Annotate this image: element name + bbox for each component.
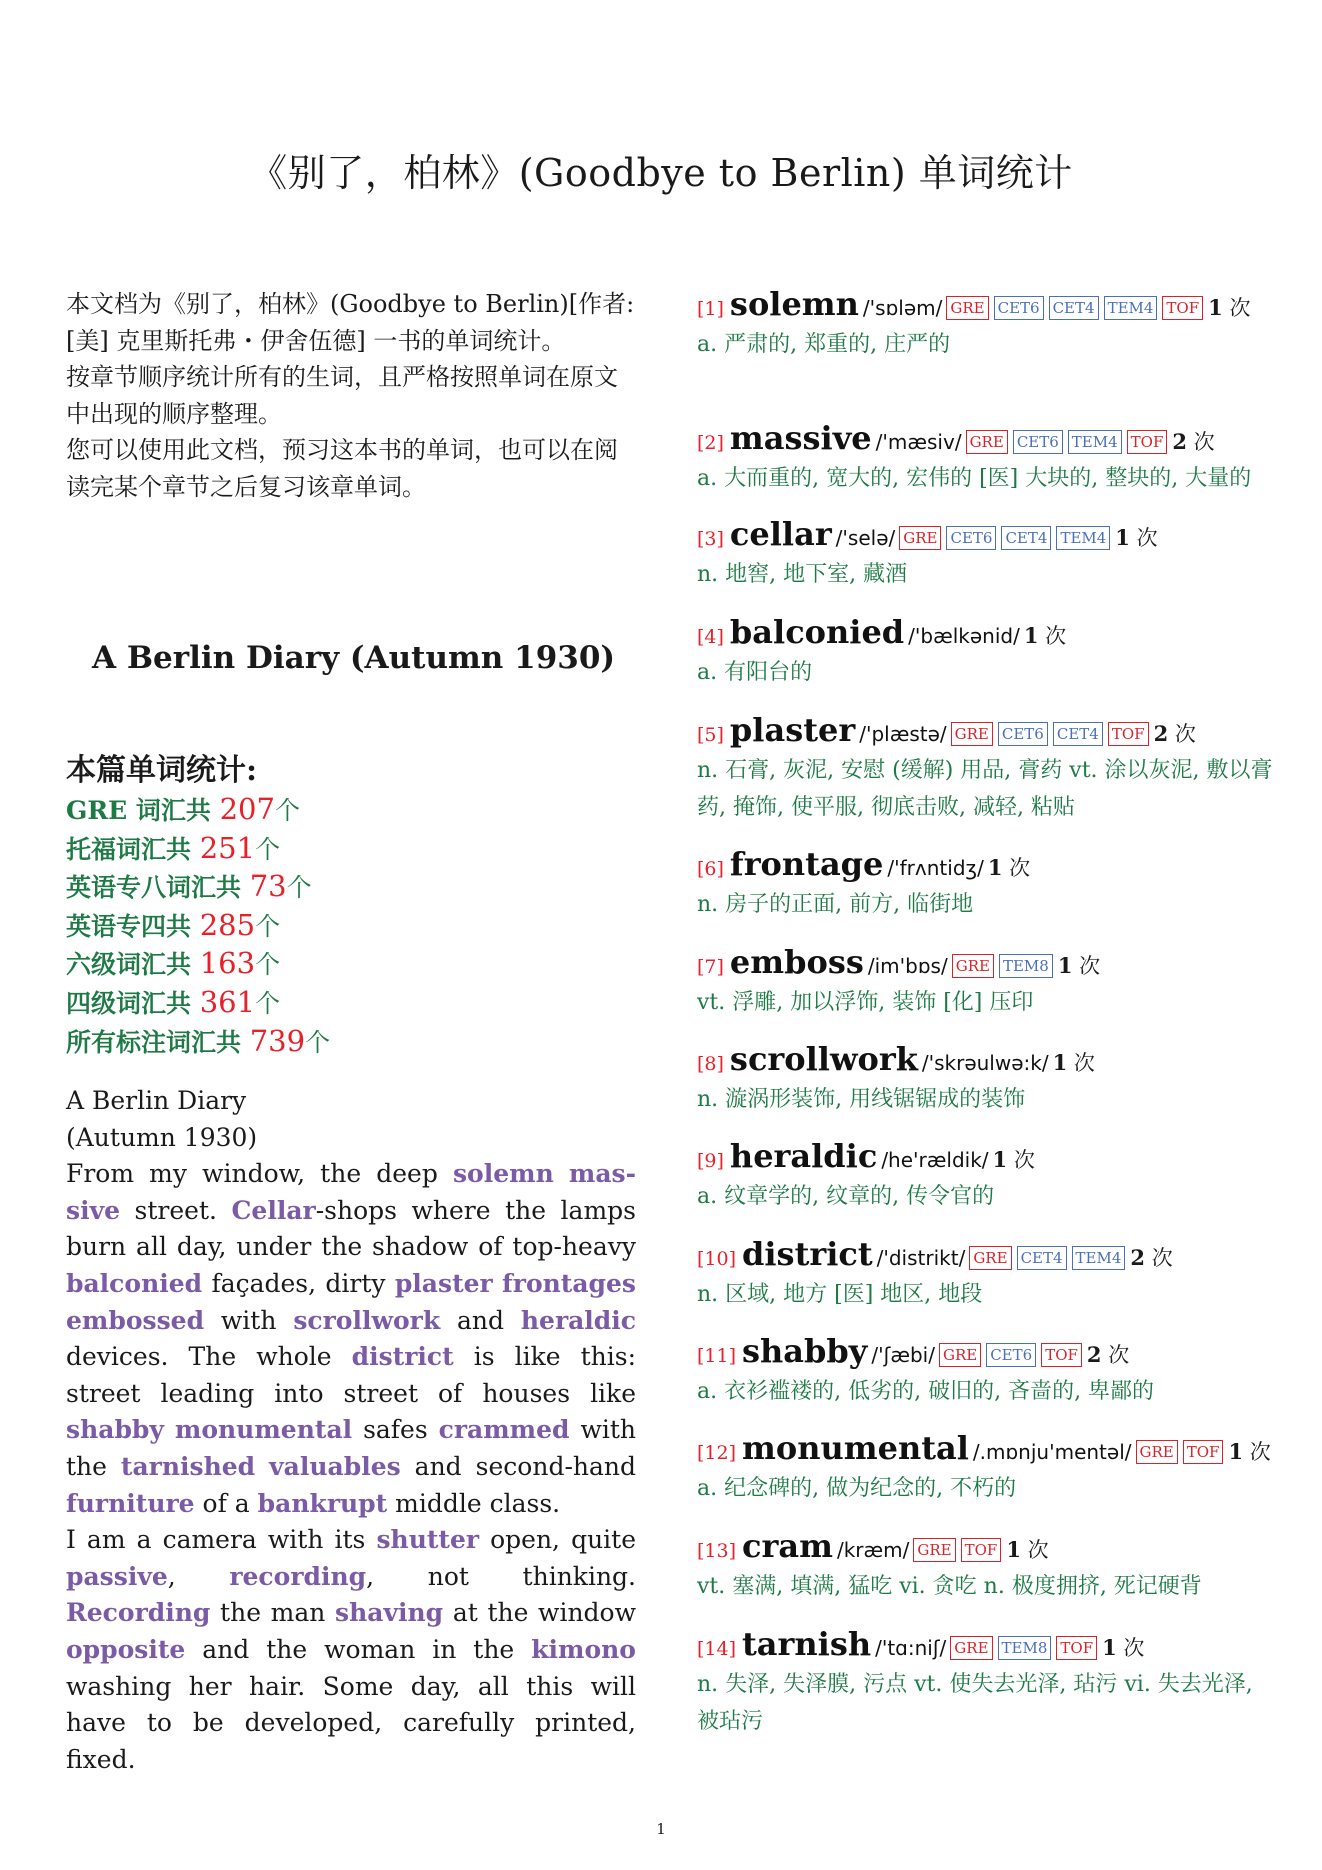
exam-tag: TOF xyxy=(1183,1440,1224,1464)
entry-definition: a. 纹章学的, 纹章的, 传令官的 xyxy=(697,1184,995,1209)
stats-heading: 本篇单词统计: xyxy=(66,753,258,788)
entry-word: massive xyxy=(729,419,872,457)
stat-unit: 个 xyxy=(255,988,281,1018)
intro-paragraph: 您可以使用此文档，预习这本书的单词，也可以在阅读完某个章节之后复习该章单词。 xyxy=(66,436,618,501)
text-run: safes xyxy=(352,1415,439,1445)
stat-unit: 个 xyxy=(255,911,281,941)
stat-unit: 个 xyxy=(255,950,281,980)
count-value: 1 xyxy=(1102,1635,1117,1660)
occurrence-count xyxy=(993,1148,1035,1172)
highlighted-word: shabby xyxy=(66,1415,164,1445)
entry-head xyxy=(697,516,1277,557)
occurrence-count xyxy=(1102,1636,1144,1660)
text-run: and the woman in the xyxy=(185,1634,532,1664)
count-unit: 次 xyxy=(1072,954,1101,978)
count-value: 1 xyxy=(1057,953,1073,978)
stat-row xyxy=(66,907,636,946)
vocab-entry xyxy=(697,420,1277,498)
intro-section xyxy=(66,286,636,505)
text-run: at the window xyxy=(443,1598,636,1628)
entry-index: [10] xyxy=(697,1248,737,1270)
entry-word: heraldic xyxy=(729,1137,878,1175)
entry-head xyxy=(697,614,1277,655)
text-run: with the xyxy=(66,1415,636,1481)
count-value: 1 xyxy=(1228,1439,1244,1464)
highlighted-word: monumental xyxy=(174,1415,353,1445)
count-unit: 次 xyxy=(1243,1440,1271,1464)
entry-phonetic: /.mɒnju'mentəl/ xyxy=(972,1440,1132,1464)
exam-tag: GRE xyxy=(899,526,941,550)
text-section xyxy=(66,1083,636,1778)
text-run: and second-hand xyxy=(400,1451,636,1481)
entry-definition: a. 衣衫褴褛的, 低劣的, 破旧的, 吝啬的, 卑鄙的 xyxy=(697,1379,1155,1404)
exam-tag: CET6 xyxy=(986,1343,1036,1367)
exam-tag: GRE xyxy=(952,954,994,978)
exam-tag: TOF xyxy=(1162,296,1203,320)
text-run: devices. The whole xyxy=(66,1342,352,1372)
exam-tag: TEM8 xyxy=(999,954,1053,978)
entry-definition: vt. 塞满, 填满, 猛吃 vi. 贪吃 n. 极度拥挤, 死记硬背 xyxy=(697,1574,1202,1599)
count-unit: 次 xyxy=(1002,856,1031,880)
entry-definition: n. 房子的正面, 前方, 临街地 xyxy=(697,892,974,917)
stat-row xyxy=(66,1023,636,1062)
stat-row xyxy=(66,791,636,830)
highlighted-word: recording xyxy=(229,1561,367,1591)
entry-word: district xyxy=(742,1235,873,1273)
highlighted-word: valuables xyxy=(269,1451,401,1481)
entry-head xyxy=(697,1528,1277,1569)
highlighted-word: plaster xyxy=(394,1268,493,1298)
vocab-entry xyxy=(697,516,1277,594)
exam-tag: GRE xyxy=(966,430,1008,454)
occurrence-count xyxy=(1130,1246,1172,1270)
highlighted-word: district xyxy=(351,1342,454,1372)
count-unit: 次 xyxy=(1187,430,1215,454)
entry-phonetic: /'plæstə/ xyxy=(859,722,947,746)
entry-index: [2] xyxy=(697,432,724,454)
exam-tag: TOF xyxy=(1056,1636,1097,1660)
entry-phonetic: /'bælkənid/ xyxy=(908,624,1020,648)
entry-definition: n. 地窖, 地下室, 藏酒 xyxy=(697,562,908,587)
exam-tag: CET4 xyxy=(1049,296,1099,320)
exam-tag: TEM4 xyxy=(1104,296,1158,320)
occurrence-count xyxy=(1115,526,1157,550)
entry-head xyxy=(697,286,1277,327)
highlighted-word: opposite xyxy=(66,1634,186,1664)
count-unit: 次 xyxy=(1067,1051,1095,1075)
exam-tag: CET6 xyxy=(1013,430,1063,454)
count-value: 1 xyxy=(1006,1537,1021,1562)
entry-definition: a. 有阳台的 xyxy=(697,660,813,685)
text-run: I am a camera with its xyxy=(66,1525,377,1555)
highlighted-word: massive xyxy=(66,1159,636,1225)
count-value: 1 xyxy=(992,1147,1008,1172)
highlighted-word: crammed xyxy=(438,1415,570,1445)
entry-word: monumental xyxy=(742,1429,969,1467)
occurrence-count xyxy=(988,856,1030,880)
entry-head xyxy=(697,1430,1277,1471)
highlighted-word: scrollwork xyxy=(293,1305,441,1335)
exam-tag: TOF xyxy=(1041,1343,1082,1367)
exam-tag: GRE xyxy=(950,1636,992,1660)
entry-word: tarnish xyxy=(742,1625,872,1663)
text-run: with xyxy=(204,1305,294,1335)
entry-definition: vt. 浮雕, 加以浮饰, 装饰 [化] 压印 xyxy=(697,990,1034,1015)
highlighted-word: frontages xyxy=(502,1268,636,1298)
text-run: façades, dirty xyxy=(202,1268,395,1298)
count-value: 1 xyxy=(987,855,1003,880)
exam-tag: CET4 xyxy=(1017,1246,1067,1270)
stat-label: 英语专四共 xyxy=(66,911,200,941)
highlighted-word: tarnished xyxy=(120,1451,256,1481)
count-value: 2 xyxy=(1086,1342,1102,1367)
text-run: washing her hair. Some day, all this will have to be developed, carefully printed, fixed. xyxy=(66,1671,636,1774)
stat-label: 四级词汇共 xyxy=(66,988,200,1018)
stat-unit: 个 xyxy=(305,1027,331,1057)
count-unit: 次 xyxy=(1116,1636,1145,1660)
entry-word: shabby xyxy=(742,1332,868,1370)
entry-index: [5] xyxy=(697,724,724,746)
occurrence-count xyxy=(1053,1051,1095,1075)
text-run xyxy=(554,1159,569,1188)
exam-tag: TOF xyxy=(1108,722,1149,746)
entry-head xyxy=(697,1041,1277,1082)
count-value: 2 xyxy=(1153,721,1169,746)
exam-tag: CET6 xyxy=(994,296,1044,320)
vocab-entry xyxy=(697,712,1277,826)
vocab-entry xyxy=(697,1626,1277,1740)
highlighted-word: Cellar xyxy=(231,1195,316,1225)
stat-count: 739 xyxy=(249,1023,306,1058)
entry-index: [1] xyxy=(697,298,724,320)
count-value: 1 xyxy=(1052,1050,1068,1075)
exam-tag: GRE xyxy=(913,1538,955,1562)
stat-row xyxy=(66,830,636,869)
page-number: 1 xyxy=(656,1820,666,1838)
entry-index: [13] xyxy=(697,1540,737,1562)
entry-index: [4] xyxy=(697,626,724,648)
entry-phonetic: /'selə/ xyxy=(835,526,896,550)
highlighted-word: shaving xyxy=(335,1598,444,1628)
highlighted-word: solemn xyxy=(452,1159,554,1189)
text-run: is like this: street leading into street of houses like xyxy=(66,1342,637,1408)
exam-tag: TEM4 xyxy=(1056,526,1110,550)
entry-index: [9] xyxy=(697,1150,724,1172)
vocab-entry xyxy=(697,846,1277,924)
stats-section xyxy=(66,745,636,1061)
count-unit: 次 xyxy=(1129,526,1158,550)
exam-tag: GRE xyxy=(939,1343,981,1367)
exam-tag: CET4 xyxy=(1001,526,1051,550)
vocab-entry xyxy=(697,1430,1277,1508)
count-unit: 次 xyxy=(1020,1538,1049,1562)
entry-phonetic: /'sɒləm/ xyxy=(862,296,943,320)
exam-tag: GRE xyxy=(1136,1440,1178,1464)
exam-tag: CET4 xyxy=(1053,722,1103,746)
text-run: and xyxy=(440,1305,521,1335)
intro-paragraph: 按章节顺序统计所有的生词，且严格按照单词在原文中出现的顺序整理。 xyxy=(66,363,618,428)
entry-word: solemn xyxy=(729,285,859,323)
text-run: open, quite xyxy=(479,1525,637,1555)
count-value: 1 xyxy=(1208,295,1223,320)
entry-phonetic: /'tɑ:niʃ/ xyxy=(875,1636,947,1660)
entry-word: cram xyxy=(742,1527,833,1565)
highlighted-word: kimono xyxy=(531,1634,636,1664)
entry-word: frontage xyxy=(729,845,884,883)
stat-label: 所有标注词汇共 xyxy=(66,1027,250,1057)
stat-label: GRE 词汇共 xyxy=(66,796,220,825)
count-value: 2 xyxy=(1130,1245,1146,1270)
entry-phonetic: /kræm/ xyxy=(836,1538,910,1562)
entry-phonetic: /'skrəulwə:k/ xyxy=(921,1051,1049,1075)
text-run xyxy=(255,1452,269,1481)
stat-count: 73 xyxy=(249,869,287,904)
highlighted-word: passive xyxy=(66,1561,168,1591)
entry-index: [6] xyxy=(697,858,724,880)
entry-definition: n. 区域, 地方 [医] 地区, 地段 xyxy=(697,1282,983,1307)
intro-paragraph: 本文档为《别了，柏林》(Goodbye to Berlin)[作者: [美] 克里斯托弗・伊舍伍德] 一书的单词统计。 xyxy=(66,290,635,355)
occurrence-count xyxy=(1087,1343,1129,1367)
exam-tag: GRE xyxy=(969,1246,1011,1270)
entry-phonetic: /he'rældik/ xyxy=(881,1148,989,1172)
highlighted-word: balconied xyxy=(66,1268,203,1298)
entry-head xyxy=(697,1236,1277,1277)
count-unit: 次 xyxy=(1145,1246,1173,1270)
entry-word: scrollwork xyxy=(729,1040,918,1078)
entry-word: plaster xyxy=(729,711,856,749)
exam-tag: CET6 xyxy=(946,526,996,550)
entry-definition: n. 石膏, 灰泥, 安慰 (缓解) 用品, 膏药 vt. 涂以灰泥, 敷以膏药, 掩饰, 使平服, 彻底击败, 减轻, 粘贴 xyxy=(697,758,1273,820)
entry-index: [3] xyxy=(697,528,724,550)
count-unit: 次 xyxy=(1101,1343,1130,1367)
stat-row xyxy=(66,945,636,984)
entry-index: [7] xyxy=(697,956,724,978)
entry-head xyxy=(697,944,1277,985)
text-run xyxy=(493,1269,502,1298)
entry-head xyxy=(697,712,1277,753)
occurrence-count xyxy=(1228,1440,1270,1464)
occurrence-count xyxy=(1024,624,1066,648)
occurrence-count xyxy=(1006,1538,1048,1562)
stat-unit: 个 xyxy=(255,834,281,864)
count-unit: 次 xyxy=(1007,1148,1035,1172)
text-run: the man xyxy=(210,1598,336,1628)
highlighted-word: heraldic xyxy=(520,1305,637,1335)
occurrence-count xyxy=(1208,296,1250,320)
vocab-entry xyxy=(697,286,1277,364)
entry-word: cellar xyxy=(729,515,832,553)
exam-tag: TEM8 xyxy=(998,1636,1052,1660)
entry-head xyxy=(697,846,1277,887)
exam-tag: TOF xyxy=(1127,430,1168,454)
stat-count: 361 xyxy=(199,984,256,1019)
count-unit: 次 xyxy=(1168,722,1196,746)
text-run: middle class. xyxy=(387,1488,561,1518)
text-head: A Berlin Diary xyxy=(66,1086,247,1115)
highlighted-word: bankrupt xyxy=(257,1488,388,1518)
exam-tag: GRE xyxy=(946,296,988,320)
stat-label: 托福词汇共 xyxy=(66,834,200,864)
entry-definition: a. 严肃的, 郑重的, 庄严的 xyxy=(697,332,951,357)
text-run: From my window, the deep xyxy=(66,1159,453,1189)
entry-phonetic: /'distrikt/ xyxy=(876,1246,966,1270)
vocab-entry xyxy=(697,944,1277,1022)
vocab-entry xyxy=(697,1528,1277,1606)
exam-tag: TOF xyxy=(961,1538,1002,1562)
count-unit: 次 xyxy=(1038,624,1067,648)
stat-row xyxy=(66,984,636,1023)
text-run xyxy=(164,1415,175,1444)
stat-label: 英语专八词汇共 xyxy=(66,873,250,903)
entry-head xyxy=(697,1333,1277,1374)
entry-phonetic: /'frʌntidʒ/ xyxy=(887,856,984,880)
stat-count: 251 xyxy=(199,830,256,865)
exam-tag: TEM4 xyxy=(1072,1246,1126,1270)
text-paragraph xyxy=(66,1522,636,1778)
stat-count: 285 xyxy=(199,907,256,942)
stat-count: 163 xyxy=(199,946,256,981)
highlighted-word: furniture xyxy=(66,1488,195,1518)
exam-tag: TEM4 xyxy=(1068,430,1122,454)
stat-label: 六级词汇共 xyxy=(66,950,200,980)
stat-unit: 个 xyxy=(274,796,300,825)
highlighted-word: shutter xyxy=(376,1525,480,1555)
exam-tag: CET6 xyxy=(998,722,1048,746)
entry-index: [12] xyxy=(697,1442,737,1464)
highlighted-word: embossed xyxy=(66,1305,205,1335)
entry-index: [11] xyxy=(697,1345,737,1367)
entry-definition: n. 漩涡形装饰, 用线锯锯成的装饰 xyxy=(697,1087,1026,1112)
entry-definition: a. 大而重的, 宽大的, 宏伟的 [医] 大块的, 整块的, 大量的 xyxy=(697,466,1252,491)
stat-unit: 个 xyxy=(286,873,312,903)
exam-tag: GRE xyxy=(951,722,993,746)
text-run: , not thinking. xyxy=(366,1561,636,1591)
occurrence-count xyxy=(1154,722,1196,746)
entry-head xyxy=(697,420,1277,461)
count-unit: 次 xyxy=(1222,296,1251,320)
stats-list xyxy=(66,791,636,1061)
vocab-entry xyxy=(697,614,1277,692)
vocab-entry xyxy=(697,1333,1277,1411)
occurrence-count xyxy=(1058,954,1100,978)
vocab-entry xyxy=(697,1138,1277,1216)
vocab-entry xyxy=(697,1041,1277,1119)
count-value: 1 xyxy=(1023,623,1039,648)
count-value: 2 xyxy=(1172,429,1187,454)
chapter-title: A Berlin Diary (Autumn 1930) xyxy=(92,640,616,676)
page-title: 《别了，柏林》(Goodbye to Berlin) 单词统计 xyxy=(249,151,1073,195)
text-paragraph xyxy=(66,1156,636,1522)
text-head: (Autumn 1930) xyxy=(66,1122,258,1152)
entry-index: [14] xyxy=(697,1638,737,1660)
entry-phonetic: /'ʃæbi/ xyxy=(871,1343,935,1367)
text-run: of a xyxy=(194,1488,258,1518)
entry-word: emboss xyxy=(729,943,864,981)
highlighted-word: Recording xyxy=(66,1598,211,1628)
entry-definition: n. 失泽, 失泽膜, 污点 vt. 使失去光泽, 玷污 vi. 失去光泽, 被玷污 xyxy=(697,1672,1253,1734)
entry-definition: a. 纪念碑的, 做为纪念的, 不朽的 xyxy=(697,1476,1017,1501)
stat-row xyxy=(66,868,636,907)
entry-head xyxy=(697,1138,1277,1179)
occurrence-count xyxy=(1172,430,1214,454)
text-run: -shops where the lamps burn all day, under the shadow of top-heavy xyxy=(66,1195,636,1262)
entry-phonetic: /im'bɒs/ xyxy=(867,954,948,978)
text-run: street. xyxy=(120,1195,232,1225)
entry-index: [8] xyxy=(697,1053,724,1075)
vocab-entry xyxy=(697,1236,1277,1314)
entry-phonetic: /'mæsiv/ xyxy=(875,430,962,454)
stat-count: 207 xyxy=(219,792,275,826)
count-value: 1 xyxy=(1115,525,1130,550)
entry-head xyxy=(697,1626,1277,1667)
entry-word: balconied xyxy=(729,613,905,651)
text-run: , xyxy=(167,1561,230,1591)
